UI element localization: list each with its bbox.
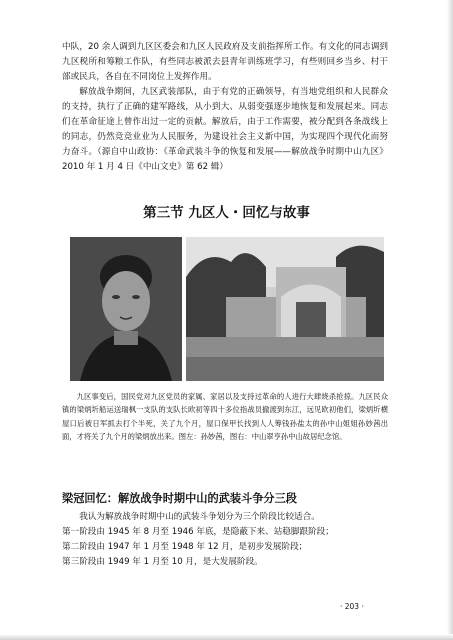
caption-text: 九区事变后，国民党对九区党员的家属、家居以及支持过革命的人进行大肆烧杀抢掠。九区民众镇的梁炳圻船运送瑞枫一支队的支队长欧初等四十多位指战员撤渡到东江，远见欧初他们，梁炳圻横屋口后被日军抓去打个半死，关了九个月，屋口保甲长找到人人筹钱孙盐太的孙中山姐姐孙妙茜出面，才将关了九个月的梁炳放出来。图左：孙妙茜，图右：中山翠亨孙中山故居纪念馆。 bbox=[62, 392, 388, 442]
text-block-bottom bbox=[62, 510, 388, 570]
memorial-hall-photo bbox=[186, 237, 384, 381]
paragraph-2: 解放战争期间，九区武装部队，由于有党的正确领导，有当地党组织和人民群众的支持，执行了正确的建军路线，从小到大、从弱变强逐步地恢复和发展起来。同志们在革命征途上曾作出过一定的贡献。解放后，由于工作需要，被分配到各条战线上的同志，仍然竞竞业业为人民服务，为建设社会主义新中国，为实现四个现代化而努力奋斗。（源自中山政协：《革命武装斗争的恢复和发展——解放战争时期中山九区》2010 年 1 月 4 日《中山文史》第 62 辑） bbox=[62, 87, 388, 172]
sub-heading: 梁冠回忆：解放战争时期中山的武装斗争分三段 bbox=[62, 492, 297, 505]
portrait-illustration bbox=[70, 237, 182, 381]
paragraph-stage-3: 第三阶段由 1949 年 1 月至 10 月，是大发展阶段。 bbox=[62, 557, 263, 567]
portrait-photo bbox=[70, 237, 182, 381]
photo-caption bbox=[62, 390, 388, 444]
paragraph-intro: 我认为解放战争时期中山的武装斗争划分为三个阶段比较适合。 bbox=[79, 512, 320, 522]
memorial-hall-illustration bbox=[186, 237, 384, 381]
paragraph-1: 中队，20 余人调到九区区委会和九区人民政府及支前指挥所工作。有文化的同志调到九区税所和筹粮工作队，有些同志被派去县青年训练班学习，有些则回乡当乡、村干部或民兵，各自在不同岗位上发挥作用。 bbox=[62, 42, 388, 82]
page-number: · 203 · bbox=[340, 602, 364, 611]
section-title: 第三节 九区人・回忆与故事 bbox=[143, 205, 310, 221]
paragraph-stage-1: 第一阶段由 1945 年 8 月至 1946 年底，是隐蔽下来、站稳脚跟阶段； bbox=[62, 527, 334, 537]
paragraph-stage-2: 第二阶段由 1947 年 1 月至 1948 年 12 月，是初步发展阶段； bbox=[62, 542, 308, 552]
text-block-top bbox=[62, 40, 388, 175]
page-edge-shadow bbox=[447, 0, 453, 640]
page-edge-shadow-bottom bbox=[0, 634, 453, 640]
